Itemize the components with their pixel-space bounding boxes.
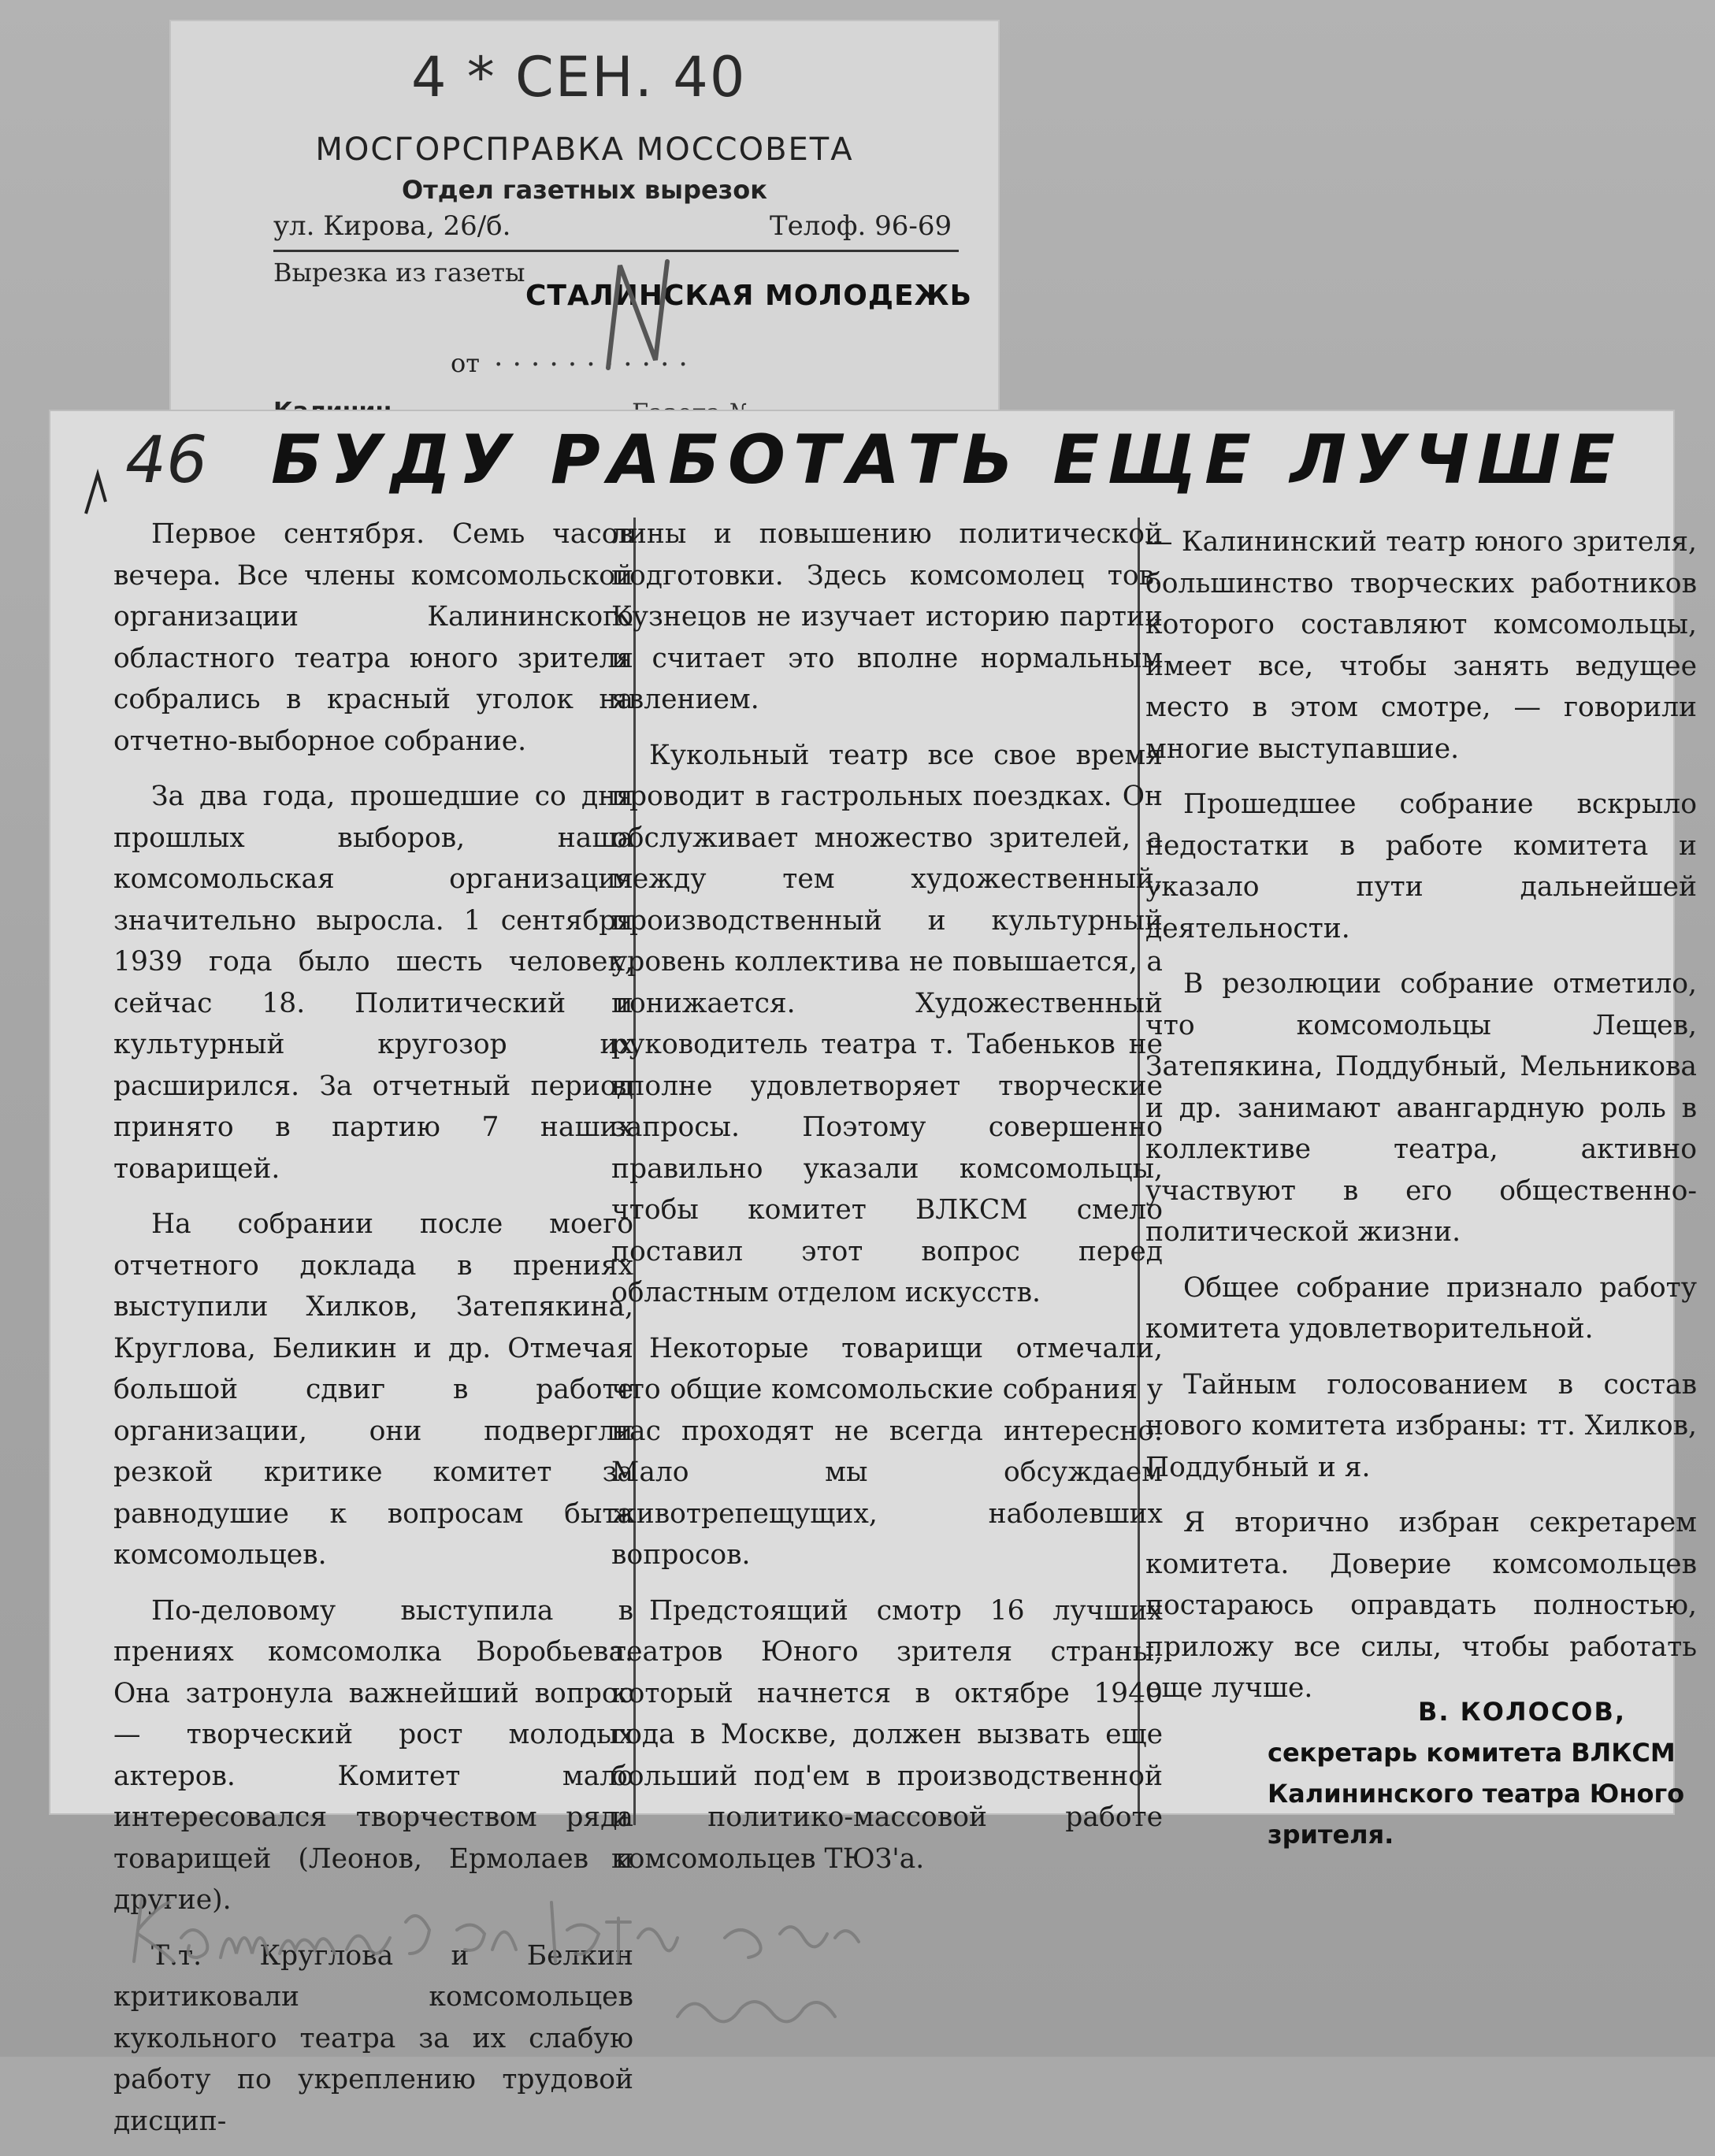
paragraph: — Калининский театр юного зрителя, большинство творческих работников которого составляют комсомольцы, имеет все, чтобы занять ведущее место в этом смотре, — говорили многие выступавшие. xyxy=(1145,526,1697,765)
paragraph: В резолюции собрание отметило, что комсомольцы Лещев, Затепякина, Поддубный, Мельникова и др. занимают авангардную роль в коллективе театра, активно участвуют в его общественно-политической жизни. xyxy=(1145,968,1697,1248)
stamp-from-label: от xyxy=(451,348,480,378)
handwritten-clip-number xyxy=(82,423,239,521)
handwritten-pencil-note-icon xyxy=(126,1875,993,2056)
stamp-date: 4 * СЕН. 40 xyxy=(411,45,747,109)
newspaper-clipping xyxy=(49,410,1697,2137)
stamp-department: Отдел газетных вырезок xyxy=(402,175,767,205)
signature-name: В. КОЛОСОВ, xyxy=(1417,1697,1626,1727)
stamp-address: ул. Кирова, 26/б. xyxy=(273,210,511,242)
pencil-mark-icon xyxy=(592,250,687,376)
paragraph: лины и повышению политической подготовки. Здесь комсомолец тов. Кузнецов не изучает историю партии и считает это вполне нормальным явлением. xyxy=(611,518,1163,715)
stamp-phone: Телоф. 96-69 xyxy=(770,210,952,242)
stamp-clip-label: Вырезка из газеты xyxy=(273,258,525,288)
paragraph: Прошедшее собрание вскрыло недостатки в работе комитета и указало пути дальнейшей деятельности. xyxy=(1145,789,1697,944)
paragraph: За два года, прошедшие со дня прошлых выборов, наша комсомольская организация значительно выросла. 1 сентября 1939 года было шесть человек, сейчас 18. Политический и культурный кругозор их расширился. За отчетный период принято в партию 7 наших товарищей. xyxy=(113,781,633,1185)
signature-title-line: Калининского театра Юного xyxy=(1268,1779,1685,1809)
signature-title-line: секретарь комитета ВЛКСМ xyxy=(1268,1738,1676,1768)
signature-title-line: зрителя. xyxy=(1268,1820,1394,1850)
stamp-date-blank: ........... xyxy=(494,340,697,373)
stamp-newspaper-name: СТАЛИНСКАЯ МОЛОДЕЖЬ xyxy=(525,280,973,312)
paragraph: Некоторые товарищи отмечали, что общие комсомольские собрания у нас проходят не всегда интересно. Мало мы обсуждаем животрепещущих, наболевших вопросов. xyxy=(611,1332,1163,1571)
stamp-organization: МОСГОРСПРАВКА МОССОВЕТА xyxy=(315,132,854,168)
paragraph: Общее собрание признало работу комитета удовлетворительной. xyxy=(1145,1271,1697,1345)
clipping-bureau-stamp xyxy=(169,20,1000,432)
paragraph: Кукольный театр все свое время проводит в гастрольных поездках. Он обслуживает множество зрителей, а между тем художественный, производственный и культурный уровень коллектива не повышается, а понижается. Художественный руководитель театра т. Табеньков не вполне удовлетворяет творческие запросы. Поэтому совершенно правильно указали комсомольцы, чтобы комитет ВЛКСМ смело поставил этот вопрос перед областным отделом искусств. xyxy=(611,739,1163,1308)
paragraph: Т.т. Круглова и Белкин критиковали комсомольцев кукольного театра за их слабую работу по укреплению трудовой дисцип- xyxy=(113,1939,633,2137)
author-signature xyxy=(1268,1691,1709,1855)
paragraph: На собрании после моего отчетного доклада в прениях выступили Хилков, Затепякина, Круглова, Беликин и др. Отмечая большой сдвиг в работе организации, они подвергли резкой критике комитет за равнодушие к вопросам быта комсомольцев. xyxy=(113,1208,633,1571)
article-column-2 xyxy=(611,514,1163,1894)
paragraph: Тайным голосованием в состав нового комитета избраны: тт. Хилков, Поддубный и я. xyxy=(1145,1368,1697,1483)
article-column-3 xyxy=(1145,521,1697,1724)
clip-number-text: 46 xyxy=(125,423,208,498)
paragraph: По-деловому выступила в прениях комсомолка Воробьева. Она затронула важнейший вопрос — творческий рост молодых актеров. Комитет мало интересовался творчеством ряда товарищей (Леонов, Ермолаев и другие). xyxy=(113,1594,633,1916)
paragraph: Предстоящий смотр 16 лучших театров Юного зрителя страны, который начнется в октябре 1940 года в Москве, должен вызвать еще больший под'ем в производственной и политико-массовой работе комсомольцев ТЮЗ'а. xyxy=(611,1594,1163,1875)
article-headline: БУДУ РАБОТАТЬ ЕЩЕ ЛУЧШЕ xyxy=(271,421,1623,499)
paragraph: Я вторично избран секретарем комитета. Доверие комсомольцев постараюсь оправдать полностью, приложу все силы, чтобы работать еще лучше. xyxy=(1145,1507,1697,1704)
paragraph: Первое сентября. Семь часов вечера. Все члены комсомольской организации Калининского областного театра юного зрителя собрались в красный уголок на отчетно-выборное собрание. xyxy=(113,518,633,757)
